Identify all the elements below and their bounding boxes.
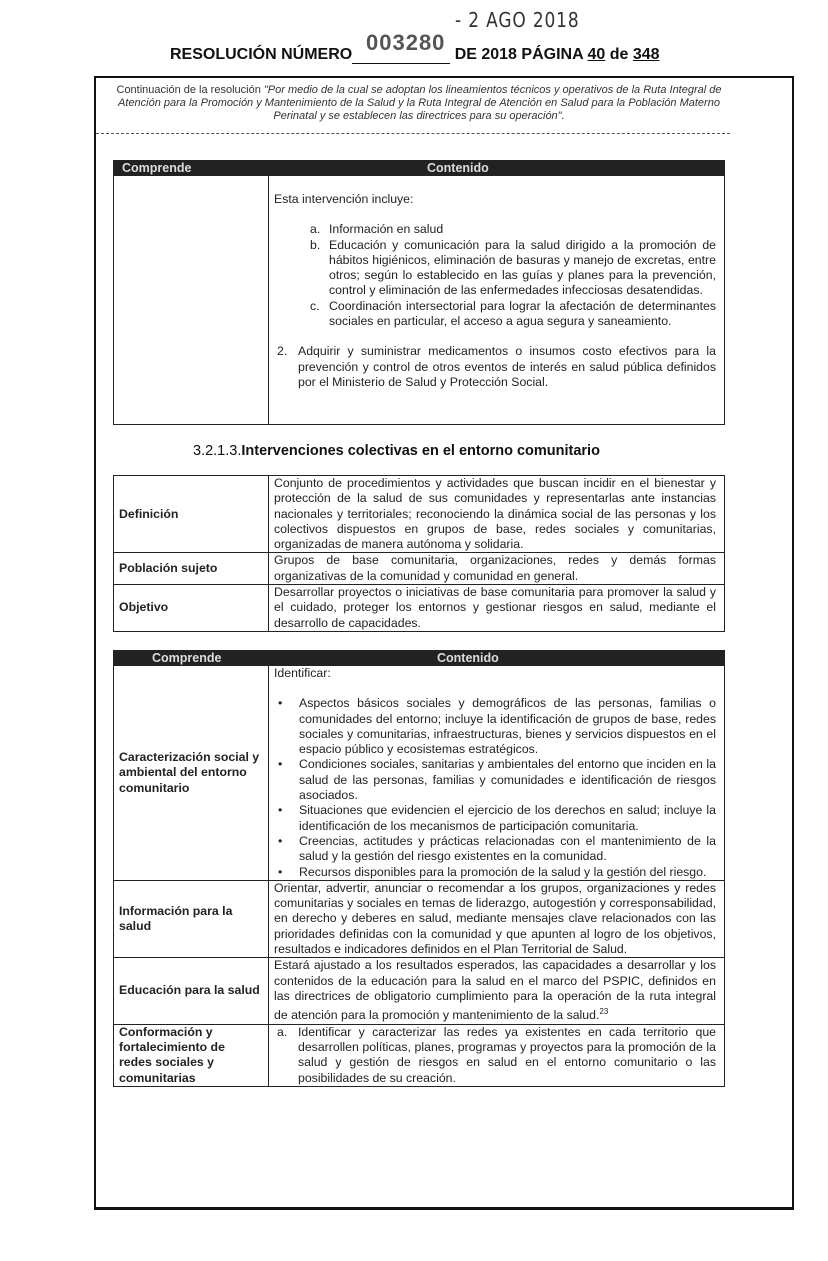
alpha-list [274,222,716,329]
row-content: Grupos de base comunitaria, organizaciones, redes y demás formas organizativas de la comunidad y comunidad en general. [269,553,725,585]
list-item: • Situaciones que evidencien el ejercicio de los derechos en salud; incluye la identificación de los mecanismos de participación comunitaria. [278,803,716,833]
row-content [269,1024,725,1086]
row-content: Conjunto de procedimientos y actividades que buscan incidir en el bienestar y protección de la salud de sus comunidades y representarlas ante instancias nacionales y territoriales; reconociendo la dinámica social de las personas y los colectivos dispuestos en grupos de base, redes sociales y comunitarias, organizadas de manera autónoma y solidaria. [269,476,725,553]
row-label: Educación para la salud [114,958,269,1024]
page-of: de [609,46,629,63]
intro-text: Esta intervención incluye: [274,192,414,206]
number-blank [352,49,450,64]
page-title [170,46,660,64]
continuation-note [110,84,728,123]
row-content [269,666,725,881]
list-item: a. Información en salud [310,222,444,237]
list-item: c. Coordinación intersectorial para lograr la afectación de determinantes sociales en particular, el acceso a agua segura y saneamiento. [310,298,716,329]
table-row [114,585,725,632]
intro-text: Identificar: [274,666,331,680]
row-label: Definición [114,476,269,553]
header-contenido: Contenido [269,161,725,176]
row-label: Caracterización social y ambiental del entorno comunitario [114,666,269,881]
list-item: • Creencias, actitudes y prácticas relacionadas con el mantenimiento de la salud y la gestión del riesgo existentes en la comunidad. [278,833,716,864]
page-number: 40 [587,46,606,63]
table-row [114,880,725,957]
list-item: • Recursos disponibles para la promoción de la salud y la gestión del riesgo. [278,864,707,879]
title-year: DE 2018 PÁGINA [454,46,584,63]
row-label: Información para la salud [114,880,269,957]
row-content: Desarrollar proyectos o iniciativas de base comunitaria para promover la salud y el cuidado, proteger los entornos y gestionar riesgos en salud, mediante el desarrollo de capacidades. [269,585,725,632]
row-content: Orientar, advertir, anunciar o recomendar a los grupos, organizaciones y redes comunitarias y sociales en temas de liderazgo, autogestión y corresponsabilidad, en derecho y deberes en salud, mediante mensajes clave relacionados con las prioridades definidas con la comunidad y que apunten al logro de los objetivos, resultados e indicadores definidos en el Plan Territorial de Salud. [269,880,725,957]
list-item: b. Educación y comunicación para la salud dirigido a la promoción de hábitos higiénicos, eliminación de basuras y manejo de excretas, entre otros; según lo establecido en las guías y planes para la prevención, control y eliminación de las enfermedades infecciosas desatendidas. [310,237,716,298]
numbered-list [274,344,716,390]
row-content: Estará ajustado a los resultados esperados, las capacidades a desarrollar y los contenidos de la educación para la salud en el marco del PSPIC, definidos en las directrices de obligatorio cumplimiento para la operación de la ruta integral de atención para la promoción y mantenimiento de la salud.$^{23}$ [269,958,725,1024]
section-heading: 3.2.1.3.Intervenciones colectivas en el entorno comunitario [193,443,600,459]
table-row [114,476,725,553]
resolution-number-stamp: 003280 [366,30,446,55]
list-item: • Condiciones sociales, sanitarias y ambientales del entorno que inciden en la salud de las personas, familias y comunidades e identificación de riesgos asociados. [278,757,716,803]
list-item: • Aspectos básicos sociales y demográficos de las personas, familias o comunidades del entorno; incluye la identificación de grupos de base, redes sociales y comunitarias, infraestructuras, bienes y servicios dispuestos en el espacio público y ecosistemas estratégicos. [278,696,716,757]
row-label: Conformación y fortalecimiento de redes sociales y comunitarias [114,1024,269,1086]
footnote-ref[interactable]: 23 [599,1007,609,1017]
row-label: Población sujeto [114,553,269,585]
divider [96,133,730,134]
bullet-list [274,696,716,880]
date-stamp: - 2 AGO 2018 [455,8,580,32]
list-item: a. Identificar y caracterizar las redes ya existentes en cada territorio que desarrollen políticas, planes, programas y proyectos para la promoción de la salud y gestión de riesgos en salud en el entorno comunitario o las posibilidades de su creación. [277,1024,716,1085]
title-prefix: RESOLUCIÓN NÚMERO [170,46,353,63]
header-comprende: Comprende [114,161,269,176]
subtitle-italic: "Por medio de la cual se adoptan los lineamientos técnicos y operativos de la Ruta Integral de Atención para la Promoción y Mantenimiento de la Salud y la Ruta Integral de Atención en Salud para la Población Materno Perinatal y se establecen las directrices para su operación". [118,84,722,122]
table-row [114,1024,725,1086]
subtitle-lead: Continuación de la resolución [116,84,264,96]
table-components [113,650,725,1087]
row-label: Objetivo [114,585,269,632]
table-row [114,666,725,881]
header-comprende: Comprende [114,651,269,666]
empty-cell [114,176,269,425]
table-intervention-content [113,160,725,425]
table-row [114,553,725,585]
table-definition [113,475,725,632]
header-contenido: Contenido [269,651,725,666]
list-item: 2. Adquirir y suministrar medicamentos o insumos costo efectivos para la prevención y control de otros eventos de interés en salud pública definidos por el Ministerio de Salud y Protección Social. [277,344,716,389]
table-row [114,958,725,1024]
total-pages: 348 [632,46,660,63]
content-cell [269,176,725,425]
